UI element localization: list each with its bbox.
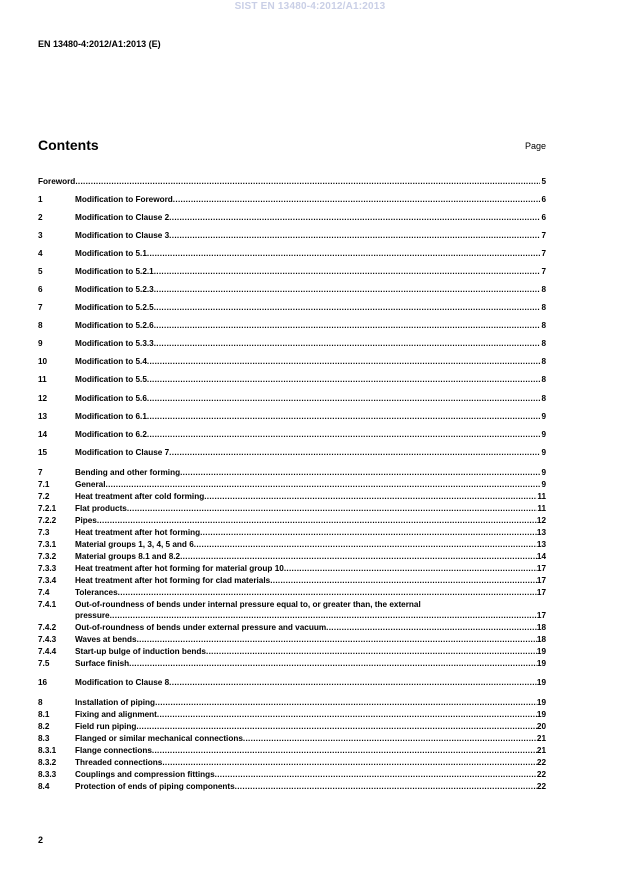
toc-entry-title: Modification to 5.3.3 bbox=[75, 339, 154, 348]
toc-entry-page: 18 bbox=[536, 635, 546, 644]
toc-entry-title: Heat treatment after cold forming bbox=[75, 492, 205, 501]
toc-entry-title: Modification to Clause 8 bbox=[75, 678, 170, 687]
toc-entry-title: Modification to 5.2.5 bbox=[75, 303, 154, 312]
toc-entry-number: 8.4 bbox=[38, 782, 50, 791]
toc-entry-number: 7.3 bbox=[38, 528, 50, 537]
toc-entry-number: 8.2 bbox=[38, 722, 50, 731]
toc-entry-number: 13 bbox=[38, 412, 48, 421]
dot-leader bbox=[206, 646, 537, 658]
toc-entry-title: Modification to Clause 2 bbox=[75, 213, 170, 222]
toc-entry-number: 4 bbox=[38, 249, 43, 258]
toc-entry-page: 22 bbox=[536, 770, 546, 779]
toc-entry[interactable] bbox=[38, 769, 546, 781]
dot-leader bbox=[154, 320, 540, 332]
toc-entry-number: 7.2 bbox=[38, 492, 50, 501]
toc-entry-title: Out-of-roundness of bends under internal pressure equal to, or greater than, the external bbox=[75, 600, 421, 609]
toc-entry[interactable] bbox=[38, 551, 546, 563]
dot-leader bbox=[127, 503, 537, 515]
toc-entry-title: Pipes bbox=[75, 516, 97, 525]
toc-entry-page: 9 bbox=[541, 468, 546, 477]
dot-leader bbox=[169, 212, 540, 224]
toc-entry[interactable] bbox=[38, 539, 546, 551]
toc-entry-number: 7.4.4 bbox=[38, 647, 57, 656]
toc-entry-number: 8.3.2 bbox=[38, 758, 57, 767]
toc-entry-page: 22 bbox=[536, 782, 546, 791]
dot-leader bbox=[169, 447, 540, 459]
toc-entry-number: 8.1 bbox=[38, 710, 50, 719]
dot-leader bbox=[162, 757, 537, 769]
toc-entry-title: Flange connections bbox=[75, 746, 152, 755]
toc-entry-number: 7.5 bbox=[38, 659, 50, 668]
toc-entry-page: 20 bbox=[536, 722, 546, 731]
toc-entry[interactable] bbox=[38, 411, 546, 423]
toc-entry-title: Modification to 5.2.1 bbox=[75, 267, 154, 276]
dot-leader bbox=[152, 745, 537, 757]
toc-entry[interactable] bbox=[38, 212, 546, 224]
toc-entry-title: Modification to 5.2.6 bbox=[75, 321, 154, 330]
toc-entry-page: 8 bbox=[541, 375, 546, 384]
toc-entry[interactable] bbox=[38, 721, 546, 733]
toc-entry[interactable] bbox=[38, 467, 546, 479]
toc-entry[interactable] bbox=[38, 479, 546, 491]
toc-entry-title: Surface finish bbox=[75, 659, 130, 668]
toc-entry-page: 7 bbox=[541, 267, 546, 276]
toc-entry-number: 7.2.2 bbox=[38, 516, 57, 525]
toc-entry-number: 6 bbox=[38, 285, 43, 294]
toc-entry-number: 3 bbox=[38, 231, 43, 240]
toc-entry-title: Modification to Clause 3 bbox=[75, 231, 170, 240]
toc-entry-page: 12 bbox=[536, 516, 546, 525]
toc-entry-number: 11 bbox=[38, 375, 47, 384]
toc-entry[interactable] bbox=[38, 515, 546, 527]
dot-leader bbox=[147, 411, 540, 423]
toc-entry-title: Modification to 5.5 bbox=[75, 375, 147, 384]
toc-entry-number: 12 bbox=[38, 394, 48, 403]
toc-entry-title: Field run piping bbox=[75, 722, 137, 731]
toc-entry-page: 8 bbox=[541, 357, 546, 366]
toc-entry[interactable] bbox=[38, 587, 546, 599]
toc-entry-page: 9 bbox=[541, 448, 546, 457]
dot-leader bbox=[154, 302, 540, 314]
toc-entry-title: Modification to 5.2.3 bbox=[75, 285, 154, 294]
dot-leader bbox=[147, 429, 540, 441]
toc-entry-page: 17 bbox=[536, 564, 546, 573]
toc-entry[interactable] bbox=[38, 563, 546, 575]
dot-leader bbox=[97, 515, 537, 527]
toc-entry[interactable] bbox=[38, 622, 546, 634]
toc-entry-title: Modification to 6.2 bbox=[75, 430, 147, 439]
toc-entry-page: 8 bbox=[541, 321, 546, 330]
dot-leader bbox=[204, 491, 537, 503]
toc-entry-page: 8 bbox=[541, 394, 546, 403]
toc-entry-number: 8 bbox=[38, 321, 43, 330]
toc-entry-title: Out-of-roundness of bends under external pressure and vacuum bbox=[75, 623, 327, 632]
toc-entry-title: Modification to 5.6 bbox=[75, 394, 147, 403]
toc-entry-title: Modification to 6.1 bbox=[75, 412, 147, 421]
page-column-label: Page bbox=[524, 141, 546, 151]
toc-entry-number: 2 bbox=[38, 213, 43, 222]
toc-entry-number: 8.3.1 bbox=[38, 746, 57, 755]
toc-entry-title: General bbox=[75, 480, 106, 489]
toc-entry-number: 14 bbox=[38, 430, 48, 439]
toc-entry-number: 7.3.1 bbox=[38, 540, 57, 549]
toc-entry-page: 11 bbox=[537, 504, 546, 513]
toc-entry-title: Tolerances bbox=[75, 588, 118, 597]
toc-entry[interactable] bbox=[38, 374, 546, 386]
toc-entry-page: 5 bbox=[541, 177, 546, 186]
toc-entry-page: 7 bbox=[541, 249, 546, 258]
dot-leader bbox=[136, 721, 536, 733]
toc-entry[interactable] bbox=[38, 491, 546, 503]
toc-entry[interactable] bbox=[38, 393, 546, 405]
toc-entry-number: 7.4.3 bbox=[38, 635, 57, 644]
toc-entry-title: Heat treatment after hot forming for clad materials bbox=[75, 576, 271, 585]
toc-entry-number: 7.3.4 bbox=[38, 576, 57, 585]
toc-entry-title: Threaded connections bbox=[75, 758, 163, 767]
toc-entry-number: 1 bbox=[38, 195, 43, 204]
toc-entry-title: Bending and other forming bbox=[75, 468, 181, 477]
dot-leader bbox=[173, 194, 540, 206]
dot-leader bbox=[118, 587, 537, 599]
toc-entry[interactable] bbox=[38, 757, 546, 769]
toc-entry[interactable] bbox=[38, 781, 546, 793]
toc-entry-page: 19 bbox=[536, 698, 546, 707]
toc-entry-number: 5 bbox=[38, 267, 43, 276]
toc-entry-title: Flanged or similar mechanical connections bbox=[75, 734, 243, 743]
toc-entry[interactable] bbox=[38, 610, 546, 622]
toc-entry-page: 17 bbox=[536, 611, 546, 620]
toc-entry-page: 8 bbox=[541, 339, 546, 348]
toc-entry-page: 19 bbox=[536, 678, 546, 687]
dot-leader bbox=[154, 266, 540, 278]
toc-entry-page: 22 bbox=[536, 758, 546, 767]
dot-leader bbox=[137, 634, 537, 646]
toc-entry-title: Modification to Clause 7 bbox=[75, 448, 170, 457]
toc-entry-page: 17 bbox=[536, 576, 546, 585]
toc-entry-title: Fixing and alignment bbox=[75, 710, 157, 719]
toc-entry-title: Material groups 8.1 and 8.2 bbox=[75, 552, 181, 561]
dot-leader bbox=[147, 356, 540, 368]
toc-entry[interactable] bbox=[38, 447, 546, 459]
dot-leader bbox=[110, 610, 537, 622]
toc-entry-number: 7.4.2 bbox=[38, 623, 57, 632]
toc-entry-page: 19 bbox=[536, 710, 546, 719]
toc-entry-page: 8 bbox=[541, 285, 546, 294]
toc-entry-page: 8 bbox=[541, 303, 546, 312]
toc-entry-title: Start-up bulge of induction bends bbox=[75, 647, 206, 656]
toc-entry-page: 21 bbox=[536, 746, 546, 755]
toc-entry[interactable] bbox=[38, 194, 546, 206]
toc-entry[interactable] bbox=[38, 302, 546, 314]
dot-leader bbox=[157, 709, 537, 721]
toc-entry-number: 10 bbox=[38, 357, 48, 366]
toc-entry-number: 7.3.2 bbox=[38, 552, 57, 561]
toc-entry-page: 19 bbox=[536, 647, 546, 656]
toc-entry[interactable] bbox=[38, 697, 546, 709]
dot-leader bbox=[180, 551, 537, 563]
toc-entry-page: 19 bbox=[536, 659, 546, 668]
toc-entry-title: Heat treatment after hot forming for material group 10 bbox=[75, 564, 284, 573]
dot-leader bbox=[155, 697, 537, 709]
toc-entry-title: Modification to 5.4 bbox=[75, 357, 147, 366]
contents-title: Contents bbox=[38, 137, 99, 153]
toc-entry[interactable] bbox=[38, 230, 546, 242]
dot-leader bbox=[326, 622, 537, 634]
toc-entry-title: Modification to Foreword bbox=[75, 195, 173, 204]
toc-entry-page: 13 bbox=[536, 528, 546, 537]
toc-entry-number: 7.4 bbox=[38, 588, 50, 597]
toc-entry-title: Foreword bbox=[38, 177, 76, 186]
toc-entry-title: Couplings and compression fittings bbox=[75, 770, 215, 779]
watermark: SIST EN 13480-4:2012/A1:2013 bbox=[234, 1, 386, 12]
toc-entry-page: 9 bbox=[541, 430, 546, 439]
toc-entry[interactable] bbox=[38, 248, 546, 260]
toc-entry[interactable] bbox=[38, 634, 546, 646]
toc-entry[interactable] bbox=[38, 709, 546, 721]
toc-entry-number: 7.1 bbox=[38, 480, 50, 489]
toc-entry-page: 18 bbox=[536, 623, 546, 632]
toc-entry[interactable] bbox=[38, 338, 546, 350]
toc-entry[interactable] bbox=[38, 176, 546, 188]
toc-entry-number: 7.3.3 bbox=[38, 564, 57, 573]
toc-entry-page: 9 bbox=[541, 480, 546, 489]
dot-leader bbox=[243, 733, 537, 745]
toc-entry[interactable] bbox=[38, 745, 546, 757]
toc-entry[interactable] bbox=[38, 429, 546, 441]
toc-entry-number: 15 bbox=[38, 448, 48, 457]
toc-entry-number: 8.3.3 bbox=[38, 770, 57, 779]
toc-entry-title: Material groups 1, 3, 4, 5 and 6 bbox=[75, 540, 194, 549]
dot-leader bbox=[147, 393, 540, 405]
dot-leader bbox=[147, 248, 540, 260]
toc-entry-title: Protection of ends of piping components bbox=[75, 782, 235, 791]
toc-entry[interactable] bbox=[38, 356, 546, 368]
toc-entry[interactable] bbox=[38, 646, 546, 658]
toc-entry[interactable] bbox=[38, 733, 546, 745]
toc-entry[interactable] bbox=[38, 658, 546, 670]
dot-leader bbox=[169, 677, 537, 689]
document-id: EN 13480-4:2012/A1:2013 (E) bbox=[38, 39, 161, 49]
toc-entry-page: 17 bbox=[536, 588, 546, 597]
toc-entry[interactable] bbox=[38, 575, 546, 587]
dot-leader bbox=[129, 658, 537, 670]
toc-entry-page: 9 bbox=[541, 412, 546, 421]
dot-leader bbox=[106, 479, 541, 491]
dot-leader bbox=[194, 539, 537, 551]
toc-entry-page: 21 bbox=[536, 734, 546, 743]
toc-entry-page: 7 bbox=[541, 231, 546, 240]
toc-entry[interactable] bbox=[38, 503, 546, 515]
toc-entry-title: Installation of piping bbox=[75, 698, 156, 707]
dot-leader bbox=[235, 781, 537, 793]
dot-leader bbox=[270, 575, 537, 587]
toc-entry-title: Flat products bbox=[75, 504, 127, 513]
toc-entry[interactable] bbox=[38, 284, 546, 296]
toc-entry-number: 8.3 bbox=[38, 734, 50, 743]
toc-entry-page: 6 bbox=[541, 195, 546, 204]
toc-entry-number: 7.4.1 bbox=[38, 600, 57, 609]
toc-entry-number: 7.2.1 bbox=[38, 504, 57, 513]
dot-leader bbox=[154, 284, 540, 296]
toc-entry[interactable] bbox=[38, 266, 546, 278]
toc-entry-title: Waves at bends bbox=[75, 635, 137, 644]
dot-leader bbox=[169, 230, 540, 242]
dot-leader bbox=[75, 176, 540, 188]
dot-leader bbox=[180, 467, 540, 479]
toc-entry-page: 6 bbox=[541, 213, 546, 222]
toc-entry-page: 13 bbox=[536, 540, 546, 549]
toc-entry-number: 16 bbox=[38, 678, 48, 687]
toc-entry-title: Heat treatment after hot forming bbox=[75, 528, 201, 537]
toc-entry-page: 11 bbox=[537, 492, 546, 501]
dot-leader bbox=[154, 338, 540, 350]
toc-entry-number: 9 bbox=[38, 339, 43, 348]
toc-entry[interactable] bbox=[38, 527, 546, 539]
toc-entry[interactable] bbox=[38, 320, 546, 332]
toc-entry-title-continuation: pressure bbox=[75, 611, 110, 620]
toc-entry-number: 7 bbox=[38, 468, 43, 477]
toc-entry-title: Modification to 5.1 bbox=[75, 249, 147, 258]
toc-entry[interactable] bbox=[38, 677, 546, 689]
dot-leader bbox=[200, 527, 537, 539]
dot-leader bbox=[215, 769, 537, 781]
page-number: 2 bbox=[38, 835, 44, 845]
toc-entry-page: 14 bbox=[536, 552, 546, 561]
dot-leader bbox=[147, 374, 540, 386]
dot-leader bbox=[284, 563, 537, 575]
toc-entry-number: 8 bbox=[38, 698, 43, 707]
toc-entry-number: 7 bbox=[38, 303, 43, 312]
